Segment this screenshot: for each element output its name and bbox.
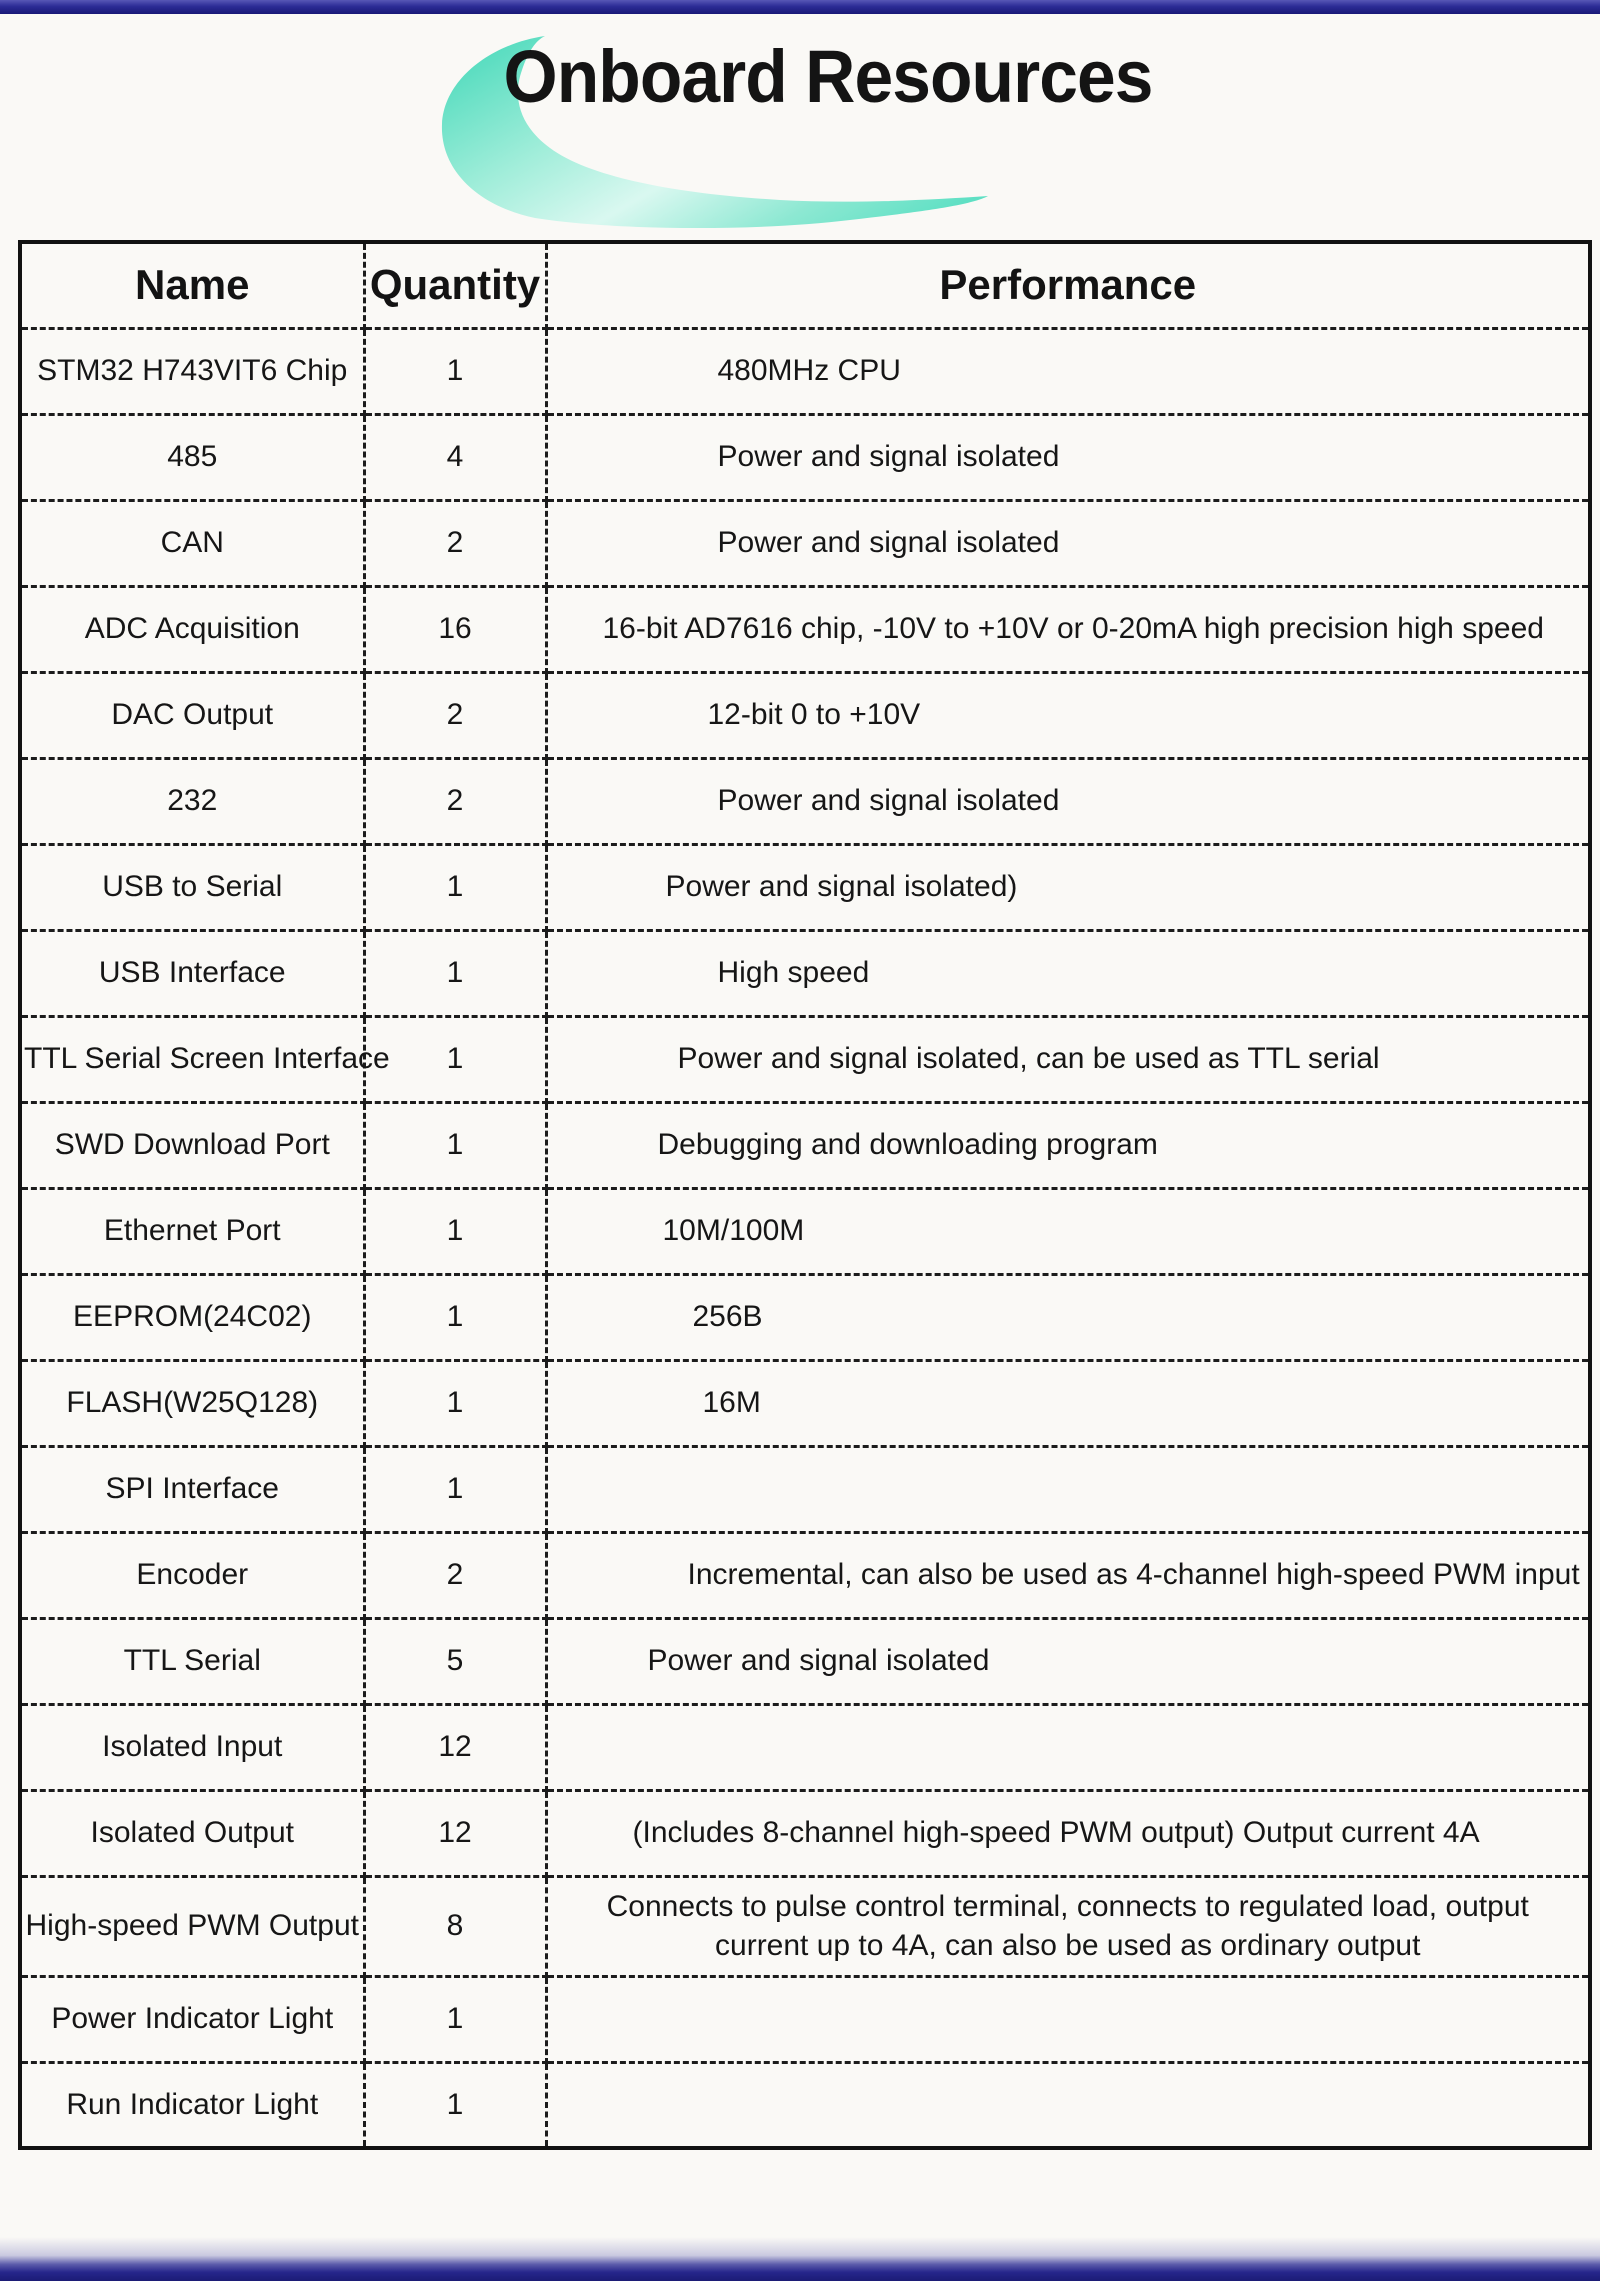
table-row	[20, 672, 1590, 758]
performance-cell: 256B	[546, 1274, 1590, 1360]
table-row	[20, 844, 1590, 930]
table-row	[20, 586, 1590, 672]
table-row	[20, 1790, 1590, 1876]
performance-cell	[546, 2062, 1590, 2148]
table-row	[20, 1016, 1590, 1102]
performance-cell: 16-bit AD7616 chip, -10V to +10V or 0-20mA high precision high speed	[546, 586, 1590, 672]
table-row	[20, 1532, 1590, 1618]
name-cell: Ethernet Port	[20, 1188, 364, 1274]
table-row	[20, 1360, 1590, 1446]
quantity-cell: 1	[364, 1188, 546, 1274]
name-cell: FLASH(W25Q128)	[20, 1360, 364, 1446]
name-cell: USB to Serial	[20, 844, 364, 930]
quantity-cell: 1	[364, 1446, 546, 1532]
table-row	[20, 1274, 1590, 1360]
quantity-cell: 4	[364, 414, 546, 500]
name-cell: EEPROM(24C02)	[20, 1274, 364, 1360]
header-quantity: Quantity	[364, 242, 546, 328]
name-cell: Power Indicator Light	[20, 1976, 364, 2062]
name-cell: CAN	[20, 500, 364, 586]
name-cell: ADC Acquisition	[20, 586, 364, 672]
performance-cell: Incremental, can also be used as 4-channel high-speed PWM input	[546, 1532, 1590, 1618]
performance-cell: 480MHz CPU	[546, 328, 1590, 414]
table-row	[20, 2062, 1590, 2148]
quantity-cell: 2	[364, 672, 546, 758]
quantity-cell: 1	[364, 328, 546, 414]
name-cell: 232	[20, 758, 364, 844]
name-cell: STM32 H743VIT6 Chip	[20, 328, 364, 414]
name-cell: Encoder	[20, 1532, 364, 1618]
header-name: Name	[20, 242, 364, 328]
name-cell: SPI Interface	[20, 1446, 364, 1532]
name-cell: 485	[20, 414, 364, 500]
quantity-cell: 1	[364, 2062, 546, 2148]
performance-cell	[546, 1446, 1590, 1532]
quantity-cell: 5	[364, 1618, 546, 1704]
quantity-cell: 12	[364, 1790, 546, 1876]
table-row	[20, 1102, 1590, 1188]
quantity-cell: 12	[364, 1704, 546, 1790]
quantity-cell: 2	[364, 1532, 546, 1618]
name-cell: Isolated Input	[20, 1704, 364, 1790]
quantity-cell: 1	[364, 1102, 546, 1188]
header-row	[20, 242, 1590, 328]
title-banner	[0, 14, 1600, 240]
top-accent-bar	[0, 0, 1600, 14]
performance-cell: High speed	[546, 930, 1590, 1016]
performance-cell: 10M/100M	[546, 1188, 1590, 1274]
table-row	[20, 328, 1590, 414]
performance-cell	[546, 1704, 1590, 1790]
table-row	[20, 1976, 1590, 2062]
performance-cell	[546, 1976, 1590, 2062]
performance-cell: Power and signal isolated	[546, 1618, 1590, 1704]
table-row	[20, 930, 1590, 1016]
quantity-cell: 2	[364, 758, 546, 844]
table-body	[20, 328, 1590, 2148]
name-cell: Run Indicator Light	[20, 2062, 364, 2148]
name-cell: High-speed PWM Output	[20, 1876, 364, 1976]
page-title: Onboard Resources	[503, 35, 1153, 118]
name-cell: TTL Serial Screen Interface	[20, 1016, 364, 1102]
bottom-accent-bar	[0, 2237, 1600, 2281]
quantity-cell: 8	[364, 1876, 546, 1976]
performance-cell: Debugging and downloading program	[546, 1102, 1590, 1188]
quantity-cell: 1	[364, 1360, 546, 1446]
table-row	[20, 414, 1590, 500]
performance-cell: (Includes 8-channel high-speed PWM output) Output current 4A	[546, 1790, 1590, 1876]
performance-cell: Power and signal isolated	[546, 414, 1590, 500]
performance-cell: 12-bit 0 to +10V	[546, 672, 1590, 758]
table-row	[20, 500, 1590, 586]
table-row	[20, 1188, 1590, 1274]
performance-cell: Power and signal isolated	[546, 758, 1590, 844]
name-cell: USB Interface	[20, 930, 364, 1016]
name-cell: TTL Serial	[20, 1618, 364, 1704]
resources-table	[18, 240, 1592, 2150]
quantity-cell: 2	[364, 500, 546, 586]
quantity-cell: 1	[364, 1976, 546, 2062]
table-row	[20, 1446, 1590, 1532]
table-header	[20, 242, 1590, 328]
table-row	[20, 758, 1590, 844]
header-performance: Performance	[546, 242, 1590, 328]
table-row	[20, 1618, 1590, 1704]
table-row	[20, 1876, 1590, 1976]
name-cell: DAC Output	[20, 672, 364, 758]
performance-cell: Connects to pulse control terminal, connects to regulated load, output current up to 4A, can also be used as ordinary output	[546, 1876, 1590, 1976]
quantity-cell: 1	[364, 1274, 546, 1360]
name-cell: Isolated Output	[20, 1790, 364, 1876]
table-row	[20, 1704, 1590, 1790]
performance-cell: Power and signal isolated	[546, 500, 1590, 586]
quantity-cell: 1	[364, 1016, 546, 1102]
name-cell: SWD Download Port	[20, 1102, 364, 1188]
performance-cell: Power and signal isolated, can be used as TTL serial	[546, 1016, 1590, 1102]
quantity-cell: 1	[364, 930, 546, 1016]
quantity-cell: 16	[364, 586, 546, 672]
performance-cell: 16M	[546, 1360, 1590, 1446]
performance-cell: Power and signal isolated)	[546, 844, 1590, 930]
quantity-cell: 1	[364, 844, 546, 930]
